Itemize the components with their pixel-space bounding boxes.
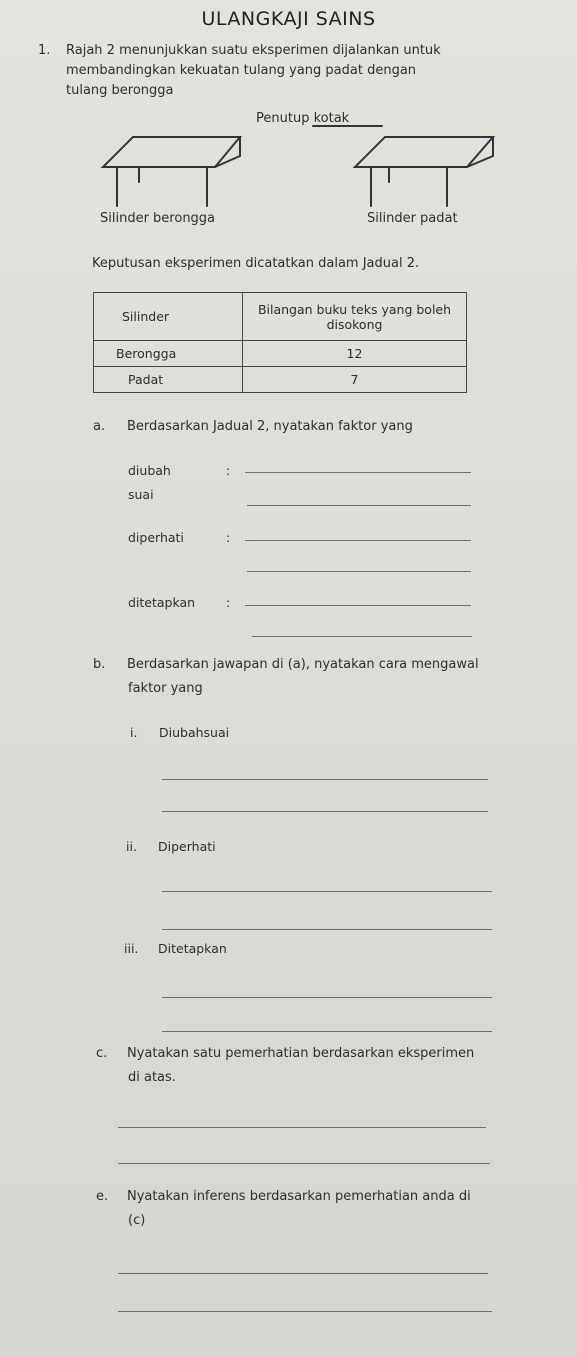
question-number: 1. bbox=[38, 43, 51, 58]
experiment-diagram bbox=[95, 112, 515, 217]
answer-line[interactable] bbox=[252, 636, 472, 637]
answer-line[interactable] bbox=[118, 1127, 486, 1128]
answer-line[interactable] bbox=[245, 472, 471, 473]
table-cell: Berongga bbox=[94, 341, 243, 367]
factor-label-diubah: diubah bbox=[128, 463, 171, 478]
table-header-row bbox=[94, 293, 467, 341]
answer-line[interactable] bbox=[162, 811, 488, 812]
table-header: Bilangan buku teks yang boleh disokong bbox=[243, 293, 467, 341]
answer-line[interactable] bbox=[247, 571, 471, 572]
factor-sep: : bbox=[226, 530, 231, 545]
answer-line[interactable] bbox=[162, 929, 492, 930]
result-table bbox=[93, 292, 467, 393]
intro-line-3: tulang berongga bbox=[66, 83, 174, 98]
table-cell: Padat bbox=[94, 367, 243, 393]
answer-line[interactable] bbox=[162, 891, 492, 892]
page-title: ULANGKAJI SAINS bbox=[201, 8, 376, 30]
table-header: Silinder bbox=[94, 293, 243, 341]
factor-sep: : bbox=[226, 463, 231, 478]
answer-line[interactable] bbox=[245, 540, 471, 541]
part-e-label: e. bbox=[96, 1189, 109, 1204]
factor-label-diperhati: diperhati bbox=[128, 530, 184, 545]
table-row bbox=[94, 367, 467, 393]
part-a-label: a. bbox=[93, 419, 106, 434]
answer-line[interactable] bbox=[245, 605, 471, 606]
sub-item-number: iii. bbox=[124, 941, 139, 956]
part-a-text: Berdasarkan Jadual 2, nyatakan faktor yang bbox=[127, 419, 413, 434]
factor-label-ditetapkan: ditetapkan bbox=[128, 595, 196, 610]
intro-line-2: membandingkan kekuatan tulang yang padat dengan bbox=[66, 63, 417, 78]
part-b-text-line-2: faktor yang bbox=[128, 681, 203, 696]
part-c-label: c. bbox=[96, 1046, 108, 1061]
answer-line[interactable] bbox=[118, 1311, 492, 1312]
factor-label-suai: suai bbox=[128, 487, 154, 502]
result-note: Keputusan eksperimen dicatatkan dalam Jadual 2. bbox=[92, 256, 420, 271]
part-c-text-line-1: Nyatakan satu pemerhatian berdasarkan eksperimen bbox=[127, 1046, 475, 1061]
left-cylinder-label: Silinder berongga bbox=[100, 211, 216, 226]
solid-cylinder-setup bbox=[355, 137, 493, 206]
hollow-cylinder-setup bbox=[103, 137, 240, 206]
right-cylinder-label: Silinder padat bbox=[367, 211, 458, 226]
part-c-text-line-2: di atas. bbox=[128, 1070, 176, 1085]
answer-line[interactable] bbox=[118, 1163, 490, 1164]
table-cell: 7 bbox=[243, 367, 467, 393]
answer-line[interactable] bbox=[118, 1273, 488, 1274]
part-e-text-line-1: Nyatakan inferens berdasarkan pemerhatian anda di bbox=[127, 1189, 471, 1204]
sub-item-number: ii. bbox=[126, 839, 137, 854]
table-row bbox=[94, 341, 467, 367]
intro-line-1: Rajah 2 menunjukkan suatu eksperimen dijalankan untuk bbox=[66, 43, 441, 58]
answer-line[interactable] bbox=[162, 1031, 492, 1032]
lid-label: Penutup kotak bbox=[256, 111, 350, 126]
sub-item-label-diperhati: Diperhati bbox=[158, 839, 216, 854]
answer-line[interactable] bbox=[162, 997, 492, 998]
table-cell: 12 bbox=[243, 341, 467, 367]
sub-item-label-diubahsuai: Diubahsuai bbox=[159, 725, 230, 740]
answer-line[interactable] bbox=[162, 779, 488, 780]
right-lid bbox=[355, 137, 493, 167]
part-b-text-line-1: Berdasarkan jawapan di (a), nyatakan cara mengawal bbox=[127, 657, 479, 672]
sub-item-number: i. bbox=[130, 725, 138, 740]
part-b-label: b. bbox=[93, 657, 106, 672]
answer-line[interactable] bbox=[247, 505, 471, 506]
part-e-text-line-2: (c) bbox=[128, 1213, 146, 1228]
left-lid bbox=[103, 137, 240, 167]
factor-sep: : bbox=[226, 595, 231, 610]
sub-item-label-ditetapkan: Ditetapkan bbox=[158, 941, 227, 956]
